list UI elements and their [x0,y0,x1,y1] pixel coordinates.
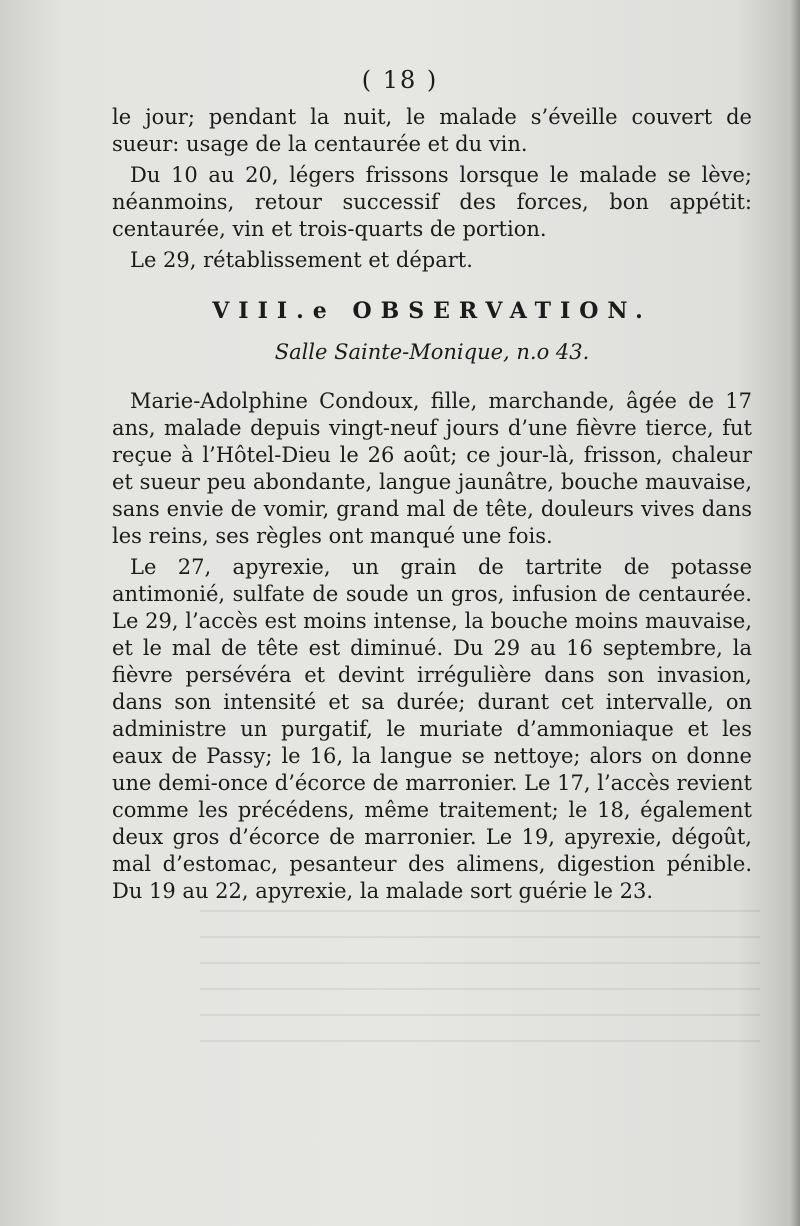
section-subtitle: Salle Sainte-Monique, n.o 43. [274,340,590,364]
paragraph-continuation: le jour; pendant la nuit, le malade s’éveille couvert de sueur: usage de la centaurée et du vin. [112,105,752,156]
observation-paragraph-1: Marie-Adolphine Condoux, fille, marchande, âgée de 17 ans, malade depuis vingt-neuf jours d’une fièvre tierce, fut reçue à l’Hôtel-Dieu le 26 août; ce jour-là, frisson, chaleur et sueur peu abondante, langue jaunâtre, bouche mauvaise, sans envie de vomir, grand mal de tête, douleurs vives dans les reins, ses règles ont manqué une fois. [112,389,752,548]
section-title: VIII.e OBSERVATION. [212,298,652,324]
observation-paragraph-2: Le 27, apyrexie, un grain de tartrite de potasse antimonié, sulfate de soude un gros, infusion de centaurée. Le 29, l’accès est moins intense, la bouche moins mauvaise, et le mal de tête est diminué. Du 29 au 16 septembre, la fièvre persévéra et devint irrégulière dans son invasion, dans son intensité et sa durée; durant cet intervalle, on administre un purgatif, le muriate d’ammoniaque et les eaux de Passy; le 16, la langue se nettoye; alors on donne une demi-once d’écorce de marronier. Le 17, l’accès revient comme les précédens, même traitement; le 18, également deux gros d’écorce de marronier. Le 19, apyrexie, dégoût, mal d’estomac, pesanteur des alimens, digestion pénible. Du 19 au 22, apyrexie, la malade sort guérie le 23. [112,555,752,903]
page-edge-shadow [790,0,800,1226]
page-number: ( 18 ) [361,66,439,94]
text-block [112,104,752,909]
paragraph-progress: Du 10 au 20, légers frissons lorsque le malade se lève; néanmoins, retour successif des forces, bon appétit: centaurée, vin et trois-quarts de portion. [112,163,752,241]
paragraph-discharge: Le 29, rétablissement et départ. [130,248,473,272]
bleed-through-texture [200,910,760,1060]
